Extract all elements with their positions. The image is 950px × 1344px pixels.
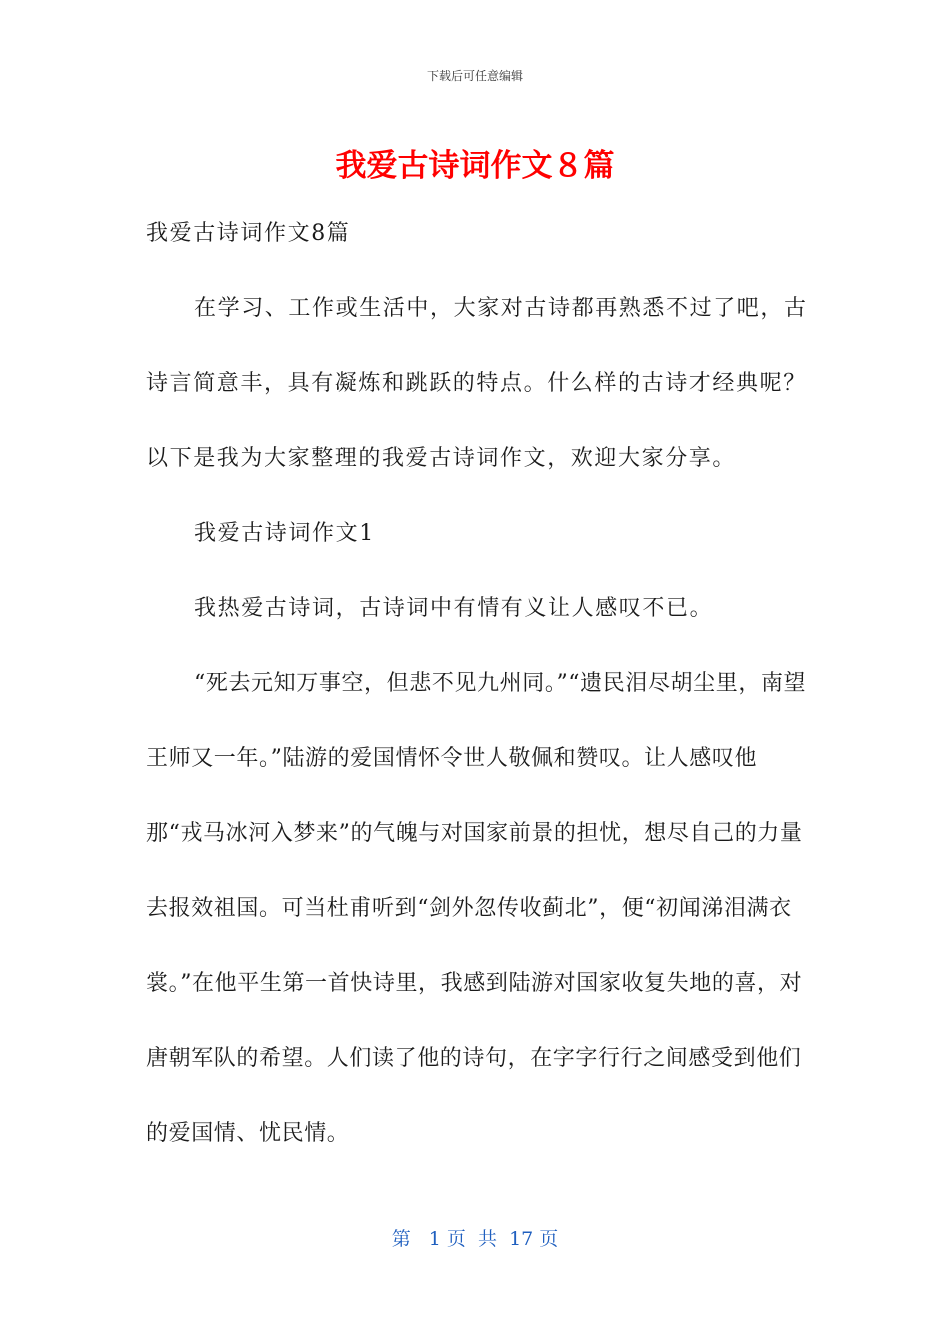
document-title: 我爱古诗词作文８篇 (335, 148, 615, 184)
intro-paragraph: 在学习、工作或生活中，大家对古诗都再熟悉不过了吧，古诗言简意丰，具有凝炼和跳跃的特点。什么样的古诗才经典呢？以下是我为大家整理的我爱古诗词作文，欢迎大家分享。 (146, 296, 808, 471)
body-paragraph-1: 我热爱古诗词，古诗词中有情有义让人感叹不已。 (194, 596, 714, 621)
body-paragraph-2: “死去元知万事空，但悲不见九州同。”“遗民泪尽胡尘里，南望王师又一年。”陆游的爱国情怀令世人敬佩和赞叹。让人感叹他那“戎马冰河入梦来”的气魄与对国家前景的担忧，想尽自己的力量去报效祖国。可当杜甫听到“剑外忽传收蓟北”，便“初闻涕泪满衣裳。”在他平生第一首快诗里，我感到陆游对国家收复失地的喜，对唐朝军队的希望。人们读了他的诗句，在字字行行之间感受到他们的爱国情、忧民情。 (146, 671, 807, 1146)
document-subtitle: 我爱古诗词作文8篇 (146, 221, 351, 246)
header-note: 下载后可任意编辑 (426, 69, 523, 83)
page-number: 第 1 页 共 17 页 (391, 1228, 559, 1250)
section-heading: 我爱古诗词作文1 (194, 521, 375, 546)
document-body (146, 196, 810, 1171)
